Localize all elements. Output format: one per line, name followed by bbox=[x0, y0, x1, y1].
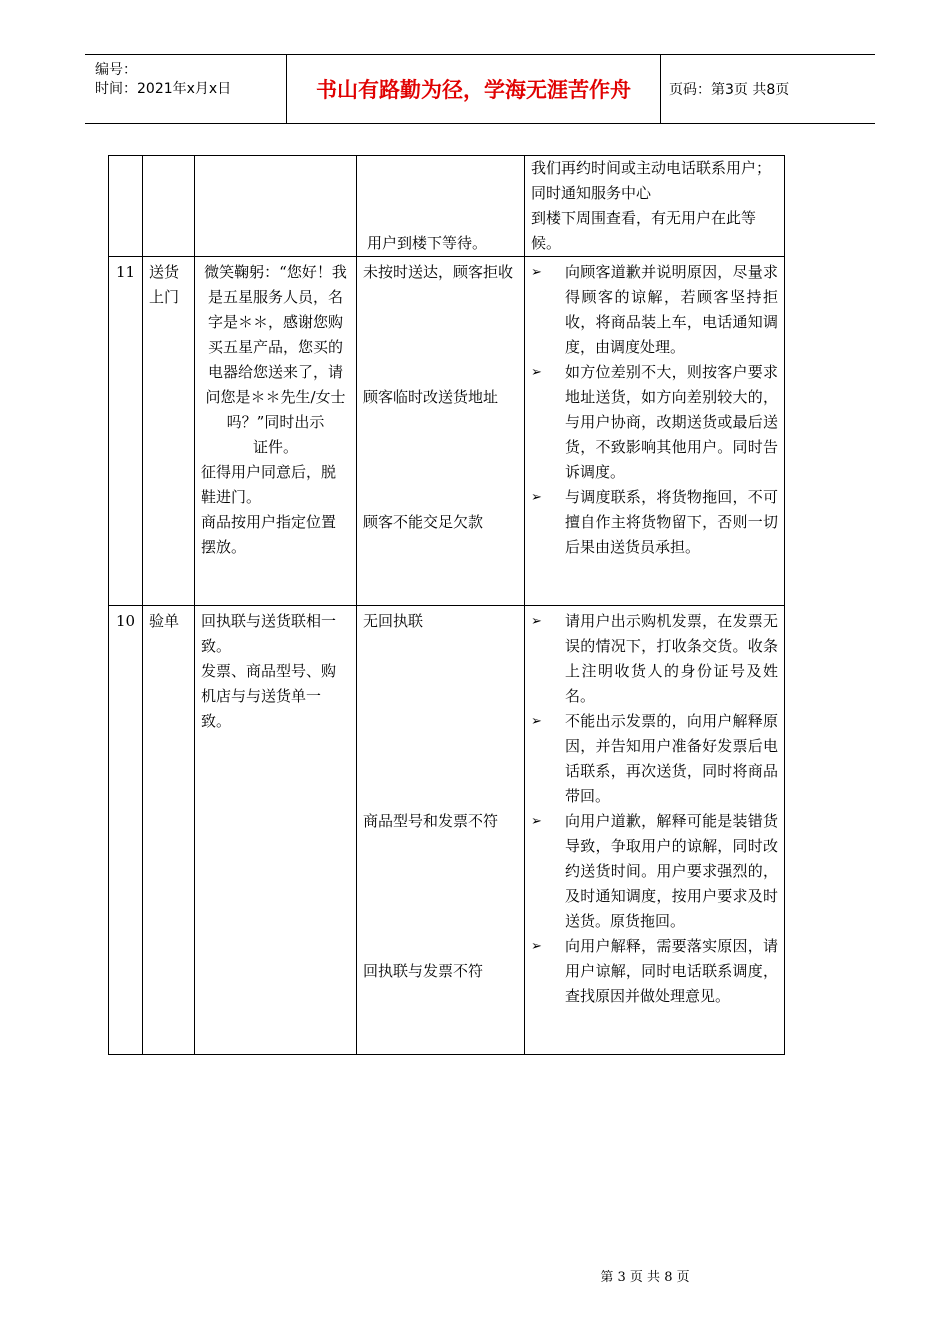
arrow-bullet-icon: ➢ bbox=[531, 490, 542, 505]
table-row bbox=[109, 257, 785, 606]
list-item bbox=[531, 360, 778, 485]
standard-text: 发票、商品型号、购机店与与送货单一致。 bbox=[201, 662, 337, 730]
scenario-text: 用户到楼下等待。 bbox=[367, 234, 488, 252]
header-motto: 书山有路勤为径，学海无涯苦作舟 bbox=[286, 55, 661, 123]
header-meta bbox=[85, 55, 286, 123]
handling-text: 向顾客道歉并说明原因，尽量求得顾客的谅解，若顾客坚持拒收，将商品装上车，电话通知调度，由调度处理。 bbox=[565, 263, 778, 356]
header-page-info: 页码：第3页 共8页 bbox=[669, 82, 790, 98]
list-item bbox=[531, 709, 778, 809]
cell-scenario bbox=[357, 606, 525, 1055]
standard-text: 征得用户同意后，脱鞋进门。 bbox=[201, 463, 337, 506]
page-footer bbox=[0, 1266, 950, 1285]
standard-text: 微笑鞠躬：“您好！我是五星服务人员，名字是＊＊，感谢您购买五星产品，您买的电器给您送来了，请问您是＊＊先生/女士吗？”同时出示 bbox=[204, 263, 347, 431]
scenario-text: 无回执联 bbox=[363, 612, 424, 630]
procedure-table bbox=[108, 155, 785, 1055]
list-item bbox=[531, 809, 778, 934]
cell-scenario bbox=[357, 156, 525, 257]
handling-text: 请用户出示购机发票，在发票无误的情况下，打收条交货。收条上注明收货人的身份证号及姓名。 bbox=[565, 612, 778, 705]
arrow-bullet-icon: ➢ bbox=[531, 714, 542, 729]
handling-text: 向用户解释，需要落实原因，请用户谅解，同时电话联系调度，查找原因并做处理意见。 bbox=[565, 937, 778, 1005]
standard-text: 证件。 bbox=[252, 438, 298, 456]
arrow-bullet-icon: ➢ bbox=[531, 939, 542, 954]
cell-handling bbox=[525, 606, 785, 1055]
scenario-text: 顾客临时改送货地址 bbox=[363, 388, 499, 406]
cell-num bbox=[109, 156, 143, 257]
table-row bbox=[109, 156, 785, 257]
table-row bbox=[109, 606, 785, 1055]
handling-text: 不能出示发票的，向用户解释原因，并告知用户准备好发票后电话联系，再次送货，同时将商品带回。 bbox=[565, 712, 778, 805]
arrow-bullet-icon: ➢ bbox=[531, 614, 542, 629]
handling-text: 我们再约时间或主动电话联系用户；同时通知服务中心 bbox=[531, 159, 772, 202]
cell-step bbox=[143, 156, 195, 257]
standard-text: 商品按用户指定位置摆放。 bbox=[201, 513, 337, 556]
footer-page-number: 第 3 页 共 8 页 bbox=[600, 1270, 690, 1285]
list-item bbox=[531, 260, 778, 360]
doc-time-label: 时间：2021年x月x日 bbox=[95, 81, 232, 97]
handling-text: 到楼下周围查看，有无用户在此等候。 bbox=[531, 209, 757, 252]
list-item bbox=[531, 485, 778, 560]
list-item bbox=[531, 934, 778, 1009]
list-item bbox=[531, 609, 778, 709]
handling-text: 向用户道歉，解释可能是装错货导致，争取用户的谅解，同时改约送货时间。用户要求强烈的，及时通知调度，按用户要求及时送货。原货拖回。 bbox=[565, 812, 778, 930]
arrow-bullet-icon: ➢ bbox=[531, 365, 542, 380]
doc-number-label: 编号： bbox=[95, 62, 137, 78]
cell-standard bbox=[195, 156, 357, 257]
scenario-text: 未按时送达，顾客拒收 bbox=[363, 263, 514, 281]
handling-text: 与调度联系，将货物拖回，不可擅自作主将货物留下，否则一切后果由送货员承担。 bbox=[565, 488, 778, 556]
scenario-text: 回执联与发票不符 bbox=[363, 962, 484, 980]
standard-text: 回执联与送货联相一致。 bbox=[201, 612, 337, 655]
handling-text: 如方位差别不大，则按客户要求地址送货，如方向差别较大的，与用户协商，改期送货或最后送货，不致影响其他用户。同时告诉调度。 bbox=[565, 363, 778, 481]
cell-handling bbox=[525, 156, 785, 257]
cell-standard bbox=[195, 257, 357, 606]
cell-standard bbox=[195, 606, 357, 1055]
page-header bbox=[85, 54, 875, 124]
cell-step: 送货上门 bbox=[143, 257, 195, 606]
cell-handling bbox=[525, 257, 785, 606]
arrow-bullet-icon: ➢ bbox=[531, 814, 542, 829]
cell-step: 验单 bbox=[143, 606, 195, 1055]
cell-num: 11 bbox=[109, 257, 143, 606]
cell-scenario bbox=[357, 257, 525, 606]
scenario-text: 商品型号和发票不符 bbox=[363, 812, 499, 830]
cell-num: 10 bbox=[109, 606, 143, 1055]
arrow-bullet-icon: ➢ bbox=[531, 265, 542, 280]
scenario-text: 顾客不能交足欠款 bbox=[363, 513, 484, 531]
